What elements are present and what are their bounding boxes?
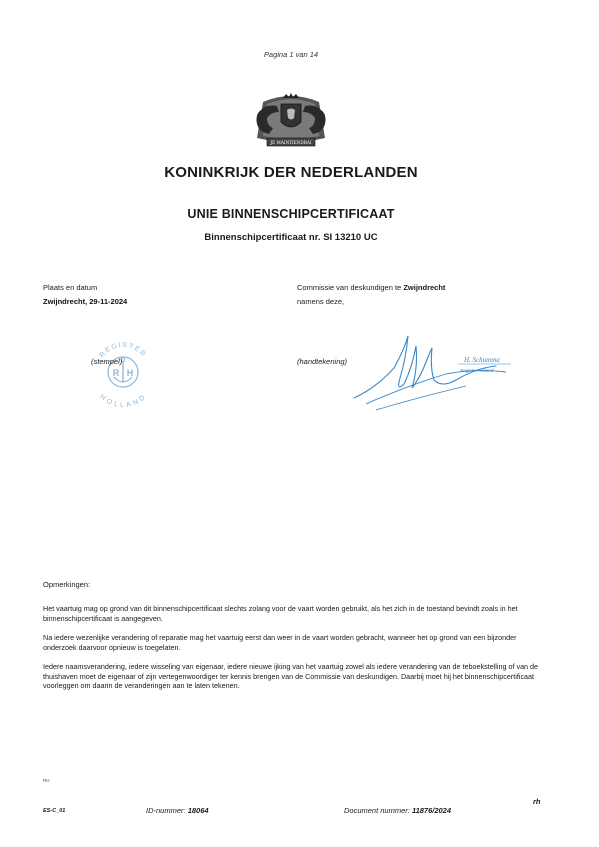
commission-text: Commissie van deskundigen te (297, 283, 402, 292)
document-number-label: Document nummer: (344, 806, 410, 815)
certificate-title: UNIE BINNENSCHIPCERTIFICAAT (187, 207, 395, 221)
remarks-paragraph: Het vaartuig mag op grond van dit binnenschipcertificaat slechts zolang voor de vaart worden gebruikt, als het zich in de toestand bevindt zoals in het binnenschipcertificaat is aangegeven. (43, 604, 518, 623)
register-holland-stamp-icon (86, 334, 160, 408)
small-code: RH (43, 778, 50, 783)
certificate-number (0, 232, 582, 243)
page-number: Pagina 1 van 14 (263, 50, 319, 59)
coat-of-arms-icon (243, 92, 339, 152)
svg-text:H. Schumma: H. Schumma (464, 356, 500, 364)
stamp-label: (stempel) (91, 357, 123, 366)
document-number (344, 806, 451, 815)
place-date-label: Plaats en datum (43, 283, 98, 292)
handwritten-signature-icon (346, 328, 516, 416)
document-number-value: 11876/2024 (411, 806, 452, 815)
svg-text:REGISTER: REGISTER (98, 341, 148, 359)
certificate-number-value: SI 13210 UC (323, 232, 378, 243)
footer-initials: rh (533, 797, 541, 806)
form-code: ES-C_01 (43, 808, 66, 814)
certificate-number-prefix: Binnenschipcertificaat nr. (204, 232, 321, 243)
remarks-paragraph: Iedere naamsverandering, iedere wisseling van eigenaar, iedere nieuwe ijking van het vaartuig zowel als iedere verandering van de teboekstelling of van de thuishaven moet de eigenaar of zijn vertegenwoordiger ter kennis brengen van de Commissie van deskundigen. Daarbij moet hij het binnenschipcertificaat voorleggen om daarin de veranderingen aan te laten tekenen. (43, 662, 539, 691)
svg-text:H: H (126, 368, 134, 378)
on-behalf-label: namens deze, (297, 297, 345, 306)
remarks-paragraph: Na iedere wezenlijke verandering of reparatie mag het vaartuig eerst dan weer in de vaart worden gebracht, wanneer het op grond van een bijzonder onderzoek daarvoor opnieuw is toegelaten. (43, 633, 517, 652)
svg-text:Register Holland: Register Holland (460, 368, 494, 373)
commission-place: Zwijndrecht (403, 283, 446, 292)
signature-label: (handtekening) (297, 357, 348, 366)
id-number (146, 806, 209, 815)
svg-text:HOLLAND: HOLLAND (98, 393, 148, 408)
coat-motto: JE MAINTIENDRAI (270, 140, 312, 145)
commission-line (297, 283, 445, 292)
id-number-label: ID-nummer: (146, 806, 186, 815)
remarks-title: Opmerkingen: (43, 580, 91, 589)
kingdom-heading: KONINKRIJK DER NEDERLANDEN (164, 164, 418, 181)
place-date-value: Zwijndrecht, 29-11-2024 (43, 297, 128, 306)
svg-text:R: R (112, 368, 120, 378)
id-number-value: 18064 (187, 806, 209, 815)
